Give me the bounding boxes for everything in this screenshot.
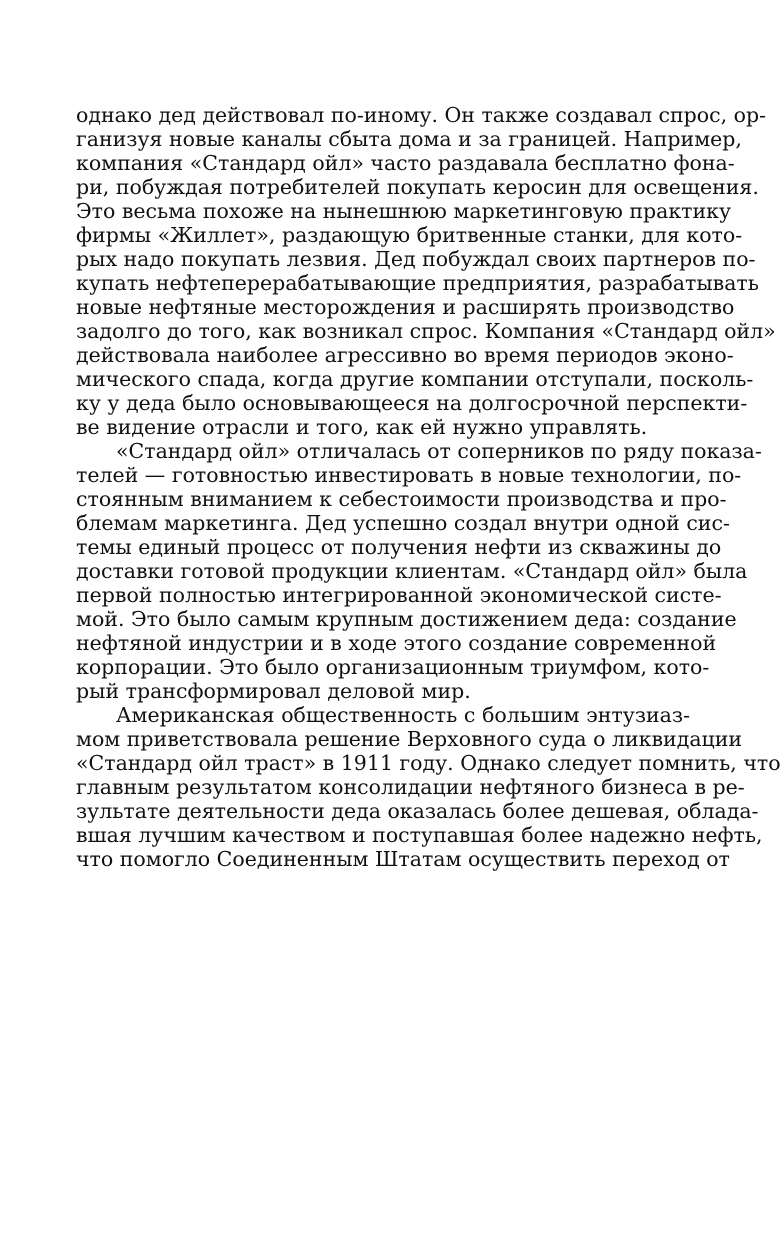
paragraph-line: темы единый процесс от получения нефти из скважины до [76,535,722,559]
paragraph-line: рых надо покупать лезвия. Дед побуждал своих партнеров по- [76,247,756,271]
paragraph-line: главным результатом консолидации нефтяного бизнеса в ре- [76,775,745,799]
paragraph-line: зультате деятельности деда оказалась более дешевая, облада- [76,799,759,823]
paragraph-line: мического спада, когда другие компании отступали, посколь- [76,367,754,391]
paragraph-line: Американская общественность с большим энтузиаз- [116,703,690,727]
paragraph-line: блемам маркетинга. Дед успешно создал внутри одной сис- [76,511,730,535]
paragraph-line: корпорации. Это было организационным триумфом, кото- [76,655,710,679]
paragraph-line: задолго до того, как возникал спрос. Компания «Стандард ойл» [76,319,776,343]
paragraph-line: действовала наиболее агрессивно во время периодов эконо- [76,343,734,367]
paragraph-line: телей — готовностью инвестировать в новые технологии, по- [76,463,742,487]
paragraph-line: нефтяной индустрии и в ходе этого создание современной [76,631,717,655]
paragraph-line: «Стандард ойл траст» в 1911 году. Однако следует помнить, что [76,751,781,775]
paragraph-line: доставки готовой продукции клиентам. «Стандард ойл» была [76,559,748,583]
paragraph-line: Это весьма похоже на нынешнюю маркетинговую практику [76,199,732,223]
paragraph-line: что помогло Соединенным Штатам осуществить переход от [76,847,730,871]
paragraph-line: «Стандард ойл» отличалась от соперников по ряду показа- [116,439,762,463]
paragraph-line: купать нефтеперерабатывающие предприятия, разрабатывать [76,271,759,295]
paragraph-line: ку у деда было основывающееся на долгосрочной перспекти- [76,391,748,415]
paragraph-line: мом приветствовала решение Верховного суда о ликвидации [76,727,743,751]
paragraph-line: стоянным вниманием к себестоимости производства и про- [76,487,727,511]
paragraph-line: первой полностью интегрированной экономической систе- [76,583,722,607]
paragraph-line: компания «Стандард ойл» часто раздавала бесплатно фона- [76,151,735,175]
paragraph-line: однако дед действовал по-иному. Он также создавал спрос, ор- [76,103,767,127]
paragraph-line: фирмы «Жиллет», раздающую бритвенные станки, для кото- [76,223,743,247]
paragraph-line: ри, побуждая потребителей покупать керосин для освещения. [76,175,759,199]
paragraph-line: ве видение отрасли и того, как ей нужно управлять. [76,415,648,439]
paragraph-line: рый трансформировал деловой мир. [76,679,471,703]
paragraph-line: вшая лучшим качеством и поступавшая более надежно нефть, [76,823,763,847]
paragraph-line: ганизуя новые каналы сбыта дома и за границей. Например, [76,127,742,151]
paragraph-line: новые нефтяные месторождения и расширять производство [76,295,735,319]
paragraph-line: мой. Это было самым крупным достижением деда: создание [76,607,737,631]
